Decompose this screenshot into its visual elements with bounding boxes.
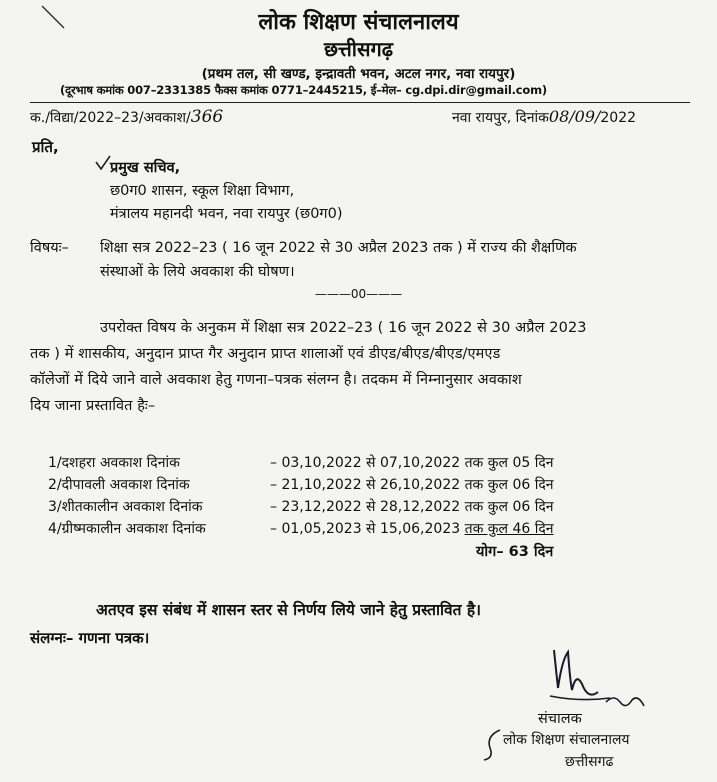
reference-number xyxy=(30,107,223,127)
signatory-office: लोक शिक्षण संचालनालय xyxy=(503,732,630,748)
office-title: लोक शिक्षण संचालनालय xyxy=(258,10,459,35)
signatory-state: छत्तीसगढ xyxy=(565,754,614,770)
conclusion-text: अतएव इस संबंध में शासन स्तर से निर्णय लिये जाने हेतु प्रस्तावित है। xyxy=(96,601,481,619)
recipient-line-2: छ0ग0 शासन, स्कूल शिक्षा विभाग, xyxy=(110,183,295,199)
body-line-3: कॉलेजों में दिये जाने वाले अवकाश हेतु गणना–पत्रक संलग्न है। तदकम में निम्नानुसार अवकाश xyxy=(30,372,522,388)
holiday-period: – 21,10,2022 से 26,10,2022 तक कुल 06 दिन xyxy=(270,477,554,493)
place-date-prefix: नवा रायपुर, दिनांक xyxy=(452,110,549,126)
holiday-period-total: तक कुल 46 दिन xyxy=(464,521,554,537)
separator: ———00——— xyxy=(314,287,403,301)
subject-line-2: संस्थाओं के लिये अवकाश की घोषण। xyxy=(100,264,295,280)
date-year: 2022 xyxy=(600,110,637,126)
subject-line-1: शिक्षा सत्र 2022–23 ( 16 जून 2022 से 30 अप्रैल 2023 तक ) में राज्य की शैक्षणिक xyxy=(100,240,577,256)
office-address: (प्रथम तल, सी खण्ड, इन्द्रावती भवन, अटल नगर, नवा रायपुर) xyxy=(201,66,516,82)
total-days: योग– 63 दिन xyxy=(476,544,554,560)
recipient-line-1: प्रमुख सचिव, xyxy=(110,160,181,176)
holiday-period-dates: – 01,05,2023 से 15,06,2023 xyxy=(270,521,465,537)
body-line-1: उपरोक्त विषय के अनुकम में शिक्षा सत्र 2022–23 ( 16 जून 2022 से 30 अप्रैल 2023 xyxy=(100,320,587,336)
body-line-2: तक ) में शासकीय, अनुदान प्राप्त गैर अनुदान प्राप्त शालाओं एवं डीएड/बीएड/बीएड/एमएड xyxy=(30,346,501,362)
header-rule xyxy=(30,102,690,103)
reference-prefix: क./विद्या/2022–23/अवकाश/ xyxy=(30,110,191,126)
body-line-4: दिय जाना प्रस्तावित हैः– xyxy=(30,398,156,414)
holiday-label: 1/दशहरा अवकाश दिनांक xyxy=(48,455,180,471)
holiday-period xyxy=(270,519,554,538)
subject-label: विषयः– xyxy=(30,240,69,256)
holiday-label: 4/ग्रीष्मकालीन अवकाश दिनांक xyxy=(48,521,206,537)
to-label: प्रति, xyxy=(32,138,59,156)
office-contact: (दूरभाष कमांक 007–2331385 फैक्स कमांक 0771–2445215, ई–मेल– cg.dpi.dir@gmail.com) xyxy=(60,83,547,97)
signatory-designation: संचालक xyxy=(538,711,582,727)
handwritten-date: 08/09/ xyxy=(548,107,601,126)
reference-handwritten-number: 366 xyxy=(190,107,224,127)
place-date xyxy=(452,107,636,127)
holiday-period: – 03,10,2022 से 07,10,2022 तक कुल 05 दिन xyxy=(270,455,554,471)
enclosure-text: संलग्नः– गणना पत्रक। xyxy=(30,629,150,647)
state-name: छत्तीसगढ़ xyxy=(323,37,394,61)
holiday-label: 2/दीपावली अवकाश दिनांक xyxy=(48,477,190,493)
recipient-line-3: मंत्रालय महानदी भवन, नवा रायपुर (छ0ग0) xyxy=(110,206,343,222)
holiday-label: 3/शीतकालीन अवकाश दिनांक xyxy=(48,499,203,515)
holiday-period: – 23,12,2022 से 28,12,2022 तक कुल 06 दिन xyxy=(270,499,554,515)
